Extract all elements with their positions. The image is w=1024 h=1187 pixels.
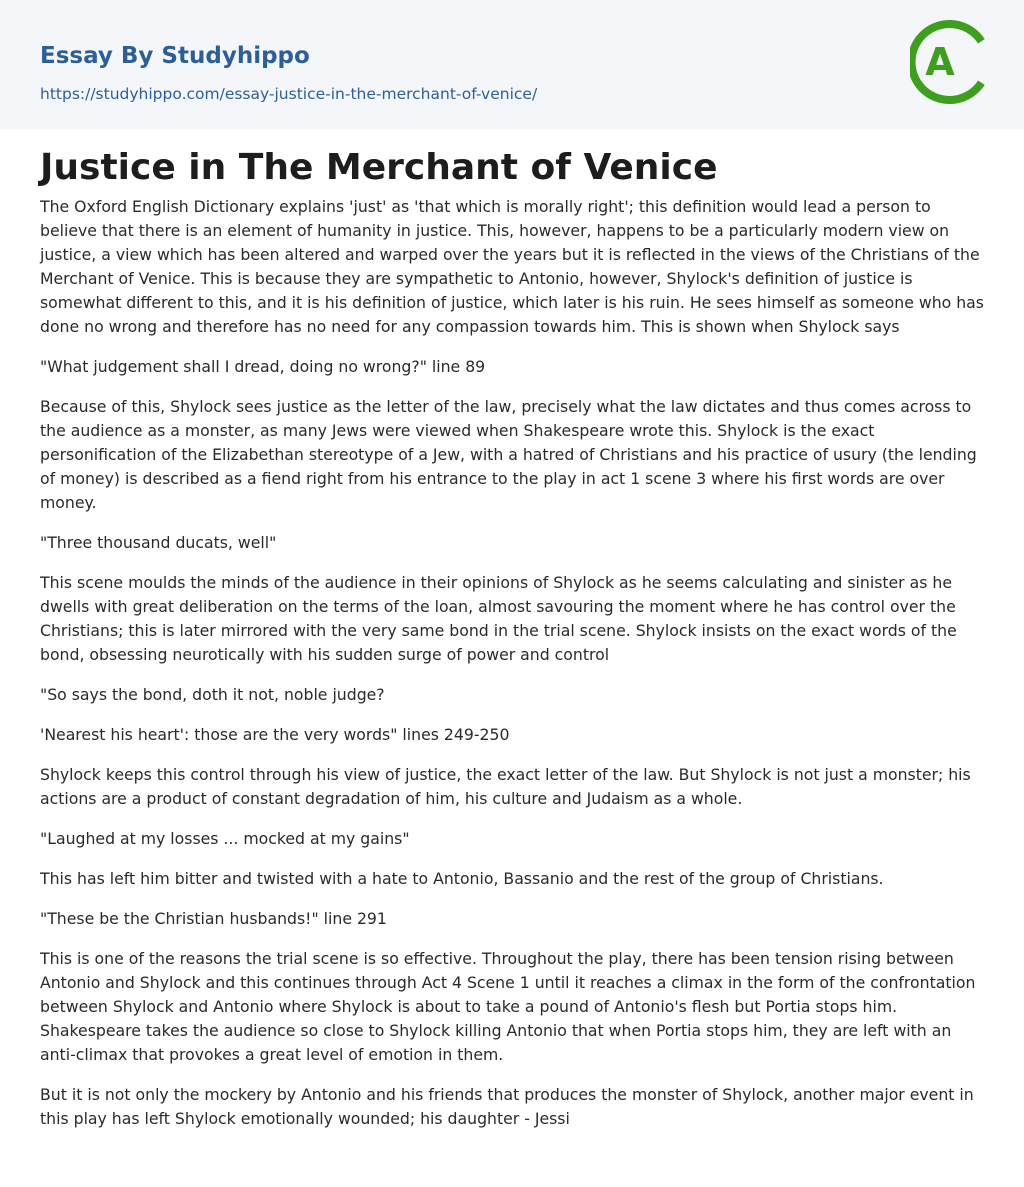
essay-url-link[interactable]: https://studyhippo.com/essay-justice-in-the-merchant-of-venice/ bbox=[40, 85, 538, 103]
article-title: Justice in The Merchant of Venice bbox=[40, 147, 718, 188]
quote-paragraph: "Three thousand ducats, well" bbox=[40, 533, 277, 552]
paragraph: The Oxford English Dictionary explains 'just' as 'that which is morally right'; this definition would lead a person to believe that there is an element of humanity in justice. This, however, happens to be a particularly modern view on justice, a view which has been altered and warped over the years but it is reflected in the views of the Christians of the Merchant of Venice. This is because they are sympathetic to Antonio, however, Shylock's definition of justice is somewhat different to this, and it is his definition of justice, which later is his ruin. He sees himself as someone who has done no wrong and therefore has no need for any compassion towards him. This is shown when Shylock says bbox=[40, 197, 984, 336]
paragraph: But it is not only the mockery by Antonio and his friends that produces the monster of Shylock, another major event in this play has left Shylock emotionally wounded; his daughter - Jessi bbox=[40, 1085, 974, 1128]
paragraph: Because of this, Shylock sees justice as the letter of the law, precisely what the law dictates and thus comes across to the audience as a monster, as many Jews were viewed when Shakespeare wrote this. Shylock is the exact personification of the Elizabethan stereotype of a Jew, with a hatred of Christians and his practice of usury (the lending of money) is described as a fiend right from his entrance to the play in act 1 scene 3 where his first words are over money. bbox=[40, 397, 977, 512]
paragraph: Shylock keeps this control through his view of justice, the exact letter of the law. But Shylock is not just a monster; his actions are a product of constant degradation of him, his culture and Judaism as a whole. bbox=[40, 765, 971, 808]
quote-paragraph: "What judgement shall I dread, doing no wrong?" line 89 bbox=[40, 357, 486, 376]
quote-paragraph: "So says the bond, doth it not, noble judge? bbox=[40, 685, 385, 704]
paragraph: This is one of the reasons the trial scene is so effective. Throughout the play, there has been tension rising between Antonio and Shylock and this continues through Act 4 Scene 1 until it reaches a climax in the form of the confrontation between Shylock and Antonio where Shylock is about to take a pound of Antonio's flesh but Portia stops him. Shakespeare takes the audience so close to Shylock killing Antonio that when Portia stops him, they are left with an anti-climax that provokes a great level of emotion in them. bbox=[40, 949, 976, 1064]
paragraph: This has left him bitter and twisted with a hate to Antonio, Bassanio and the rest of the group of Christians. bbox=[40, 869, 884, 888]
site-brand[interactable]: Essay By Studyhippo bbox=[40, 43, 310, 69]
logo-letter: A bbox=[925, 40, 955, 84]
quote-paragraph: "Laughed at my losses ... mocked at my gains" bbox=[40, 829, 410, 848]
quote-paragraph: 'Nearest his heart': those are the very words" lines 249-250 bbox=[40, 725, 510, 744]
studyhippo-logo[interactable] bbox=[910, 18, 990, 106]
article-body bbox=[0, 129, 1024, 1131]
page-header bbox=[0, 0, 1024, 129]
paragraph: This scene moulds the minds of the audience in their opinions of Shylock as he seems calculating and sinister as he dwells with great deliberation on the terms of the loan, almost savouring the moment where he has control over the Christians; this is later mirrored with the very same bond in the trial scene. Shylock insists on the exact words of the bond, obsessing neurotically with his sudden surge of power and control bbox=[40, 573, 957, 664]
quote-paragraph: "These be the Christian husbands!" line 291 bbox=[40, 909, 387, 928]
